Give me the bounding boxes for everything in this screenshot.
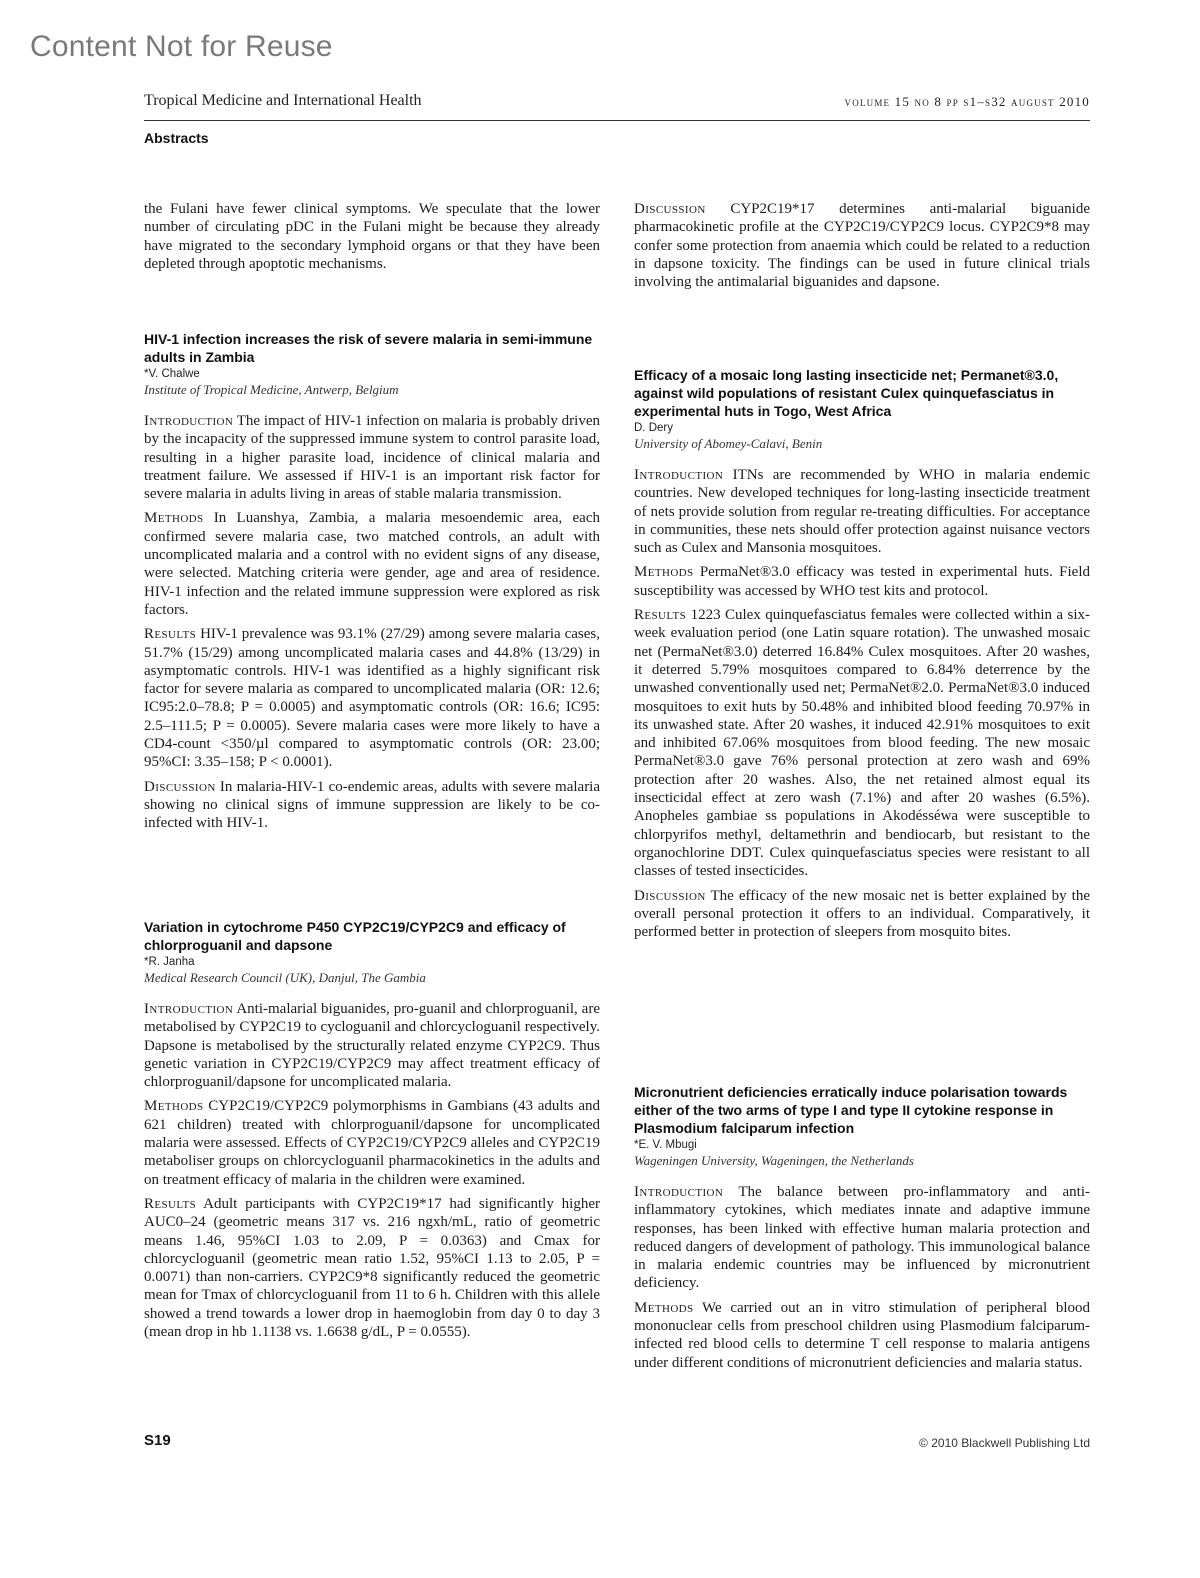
section-methods (634, 1299, 1090, 1372)
section-methods (144, 509, 600, 619)
section-text: ITNs are recommended by WHO in malaria endemic countries. New developed techniques for long-lasting insecticide treatment of nets provide solution from regular re-treating difficulties. For acceptance in communities, these nets should offer protection against nuisance vectors such as Culex and Mansonia mosquitoes. (634, 467, 1090, 557)
section-discussion (634, 887, 1090, 942)
section-results (144, 1195, 600, 1341)
page-number: S19 (144, 1432, 171, 1449)
section-heading: Discussion (634, 887, 706, 904)
section-text: CYP2C19*17 determines anti-malarial biguanide pharmacokinetic profile at the CYP2C19/CYP2C9 locus. CYP2C9*8 may confer some protection from anaemia which could be related to a reduction in dapsone toxicity. The findings can be used in future clinical trials involving the antimalarial biguanides and dapsone. (634, 201, 1090, 291)
section-text: The impact of HIV-1 infection on malaria is probably driven by the incapacity of the suppressed immune system to control parasite load, resulting in a higher parasite load, incidence of clinical malaria and treatment failure. We assessed if HIV-1 is an important risk factor for severe malaria in adults living in areas of stable malaria transmission. (144, 413, 600, 503)
copyright-notice: © 2010 Blackwell Publishing Ltd (919, 1436, 1090, 1450)
abstract-affiliation: Medical Research Council (UK), Danjul, The Gambia (144, 970, 426, 985)
section-heading: Methods (634, 564, 694, 581)
section-heading: Methods (634, 1299, 694, 1316)
section-introduction (144, 412, 600, 503)
abstract-author: *V. Chalwe (144, 368, 200, 380)
page-header (144, 90, 1090, 121)
right-continuation (634, 200, 1090, 291)
abstract-micronutrient (634, 1083, 1090, 1372)
section-text: We carried out an in vitro stimulation of peripheral blood mononuclear cells from preschool children using Plasmodium falciparum-infected red blood cells to determine T cell response to malaria antigens under different conditions of micronutrient deficiencies and malaria status. (634, 1299, 1090, 1371)
abstract-affiliation: Wageningen University, Wageningen, the Netherlands (634, 1153, 914, 1168)
abstract-net (634, 366, 1090, 941)
section-text: HIV-1 prevalence was 93.1% (27/29) among severe malaria cases, 51.7% (15/29) among uncomplicated malaria cases and 44.8% (13/29) in asymptomatic controls. HIV-1 was identified as a highly significant risk factor for severe malaria as compared to uncomplicated malaria (OR: 12.6; IC95:2.0–78.8; P = 0.0005) and asymptomatic controls (OR: 16.6; IC95: 2.5–111.5; P = 0.0005). Severe malaria cases were more likely to have a CD4-count <350/µl compared to asymptomatic controls (OR: 23.00; 95%CI: 3.35–158; P < 0.0001). (144, 626, 600, 771)
section-results (634, 606, 1090, 880)
abstract-title: HIV-1 infection increases the risk of severe malaria in semi-immune adults in Zambia (144, 331, 593, 365)
section-introduction (634, 1183, 1090, 1293)
abstract-title: Efficacy of a mosaic long lasting insecticide net; Permanet®3.0, against wild populations of resistant Culex quinquefasciatus in experimental huts in Togo, West Africa (634, 367, 1059, 419)
section-text: 1223 Culex quinquefasciatus females were collected within a six-week evaluation period (one Latin square rotation). The unwashed mosaic net (PermaNet®3.0) deterred 16.84% Culex mosquitoes. After 20 washes, it deterred 5.79% mosquitoes compared to 6.84% deterrence by the unwashed conventionally used net; PermaNet®2.0. PermaNet®3.0 induced mosquitoes to exit huts by 50.48% and inhibited blood feeding 70.97% in its unwashed state. After 20 washes, it induced 42.91% mosquitoes to exit and inhibited 67.06% mosquitoes from blood feeding. The new mosaic PermaNet®3.0 gave 76% personal protection at zero wash and 69% protection after 20 washes. Also, the net retained almost equal its insecticidal effect at zero wash (7.1%) and after 20 washes (6.5%). Anopheles gambiae ss populations in Akodésséwa were susceptible to chlorpyrifos methyl, deltamethrin and bendiocarb, but resistant to the organochlorine DDT. Culex quinquefasciatus species were resistant to all classes of tested insecticides. (634, 607, 1091, 880)
section-introduction (144, 1000, 600, 1091)
section-heading: Discussion (634, 201, 706, 217)
volume-info: volume 15 no 8 pp s1–s32 august 2010 (844, 94, 1090, 109)
section-text: The efficacy of the new mosaic net is better explained by the overall personal protection it offers to an individual. Comparatively, it performed better in protection of sleepers from mosquito bites. (634, 887, 1091, 941)
section-text: The balance between pro-inflammatory and anti-inflammatory cytokines, which mediates innate and adaptive immune responses, has been linked with effective human malaria protection and reduced dangers of development of pathology. This immunological balance in malaria endemic countries may be influenced by micronutrient deficiency. (634, 1184, 1090, 1292)
section-heading: Introduction (144, 413, 234, 429)
section-heading: Discussion (144, 778, 216, 795)
section-text: CYP2C19/CYP2C9 polymorphisms in Gambians (43 adults and 621 children) treated with chlorproguanil/dapsone for uncomplicated malaria were assessed. Effects of CYP2C19/CYP2C9 alleles and CYP2C19 metaboliser groups on chlorcycloguanil pharmacokinetics in the adults and on treatment efficacy of malaria in the children were examined. (144, 1098, 600, 1188)
section-methods (144, 1097, 600, 1188)
abstract-cyp (144, 918, 600, 1341)
section-heading: Introduction (634, 467, 724, 483)
section-text: In malaria-HIV-1 co-endemic areas, adults with severe malaria showing no clinical signs of immune suppression are likely to be co-infected with HIV-1. (144, 778, 601, 832)
section-label: Abstracts (144, 130, 209, 146)
watermark: Content Not for Reuse (30, 30, 333, 63)
abstract-author: *R. Janha (144, 956, 195, 968)
section-heading: Results (144, 1195, 197, 1212)
section-heading: Methods (144, 1098, 204, 1115)
section-heading: Results (144, 626, 197, 643)
abstract-author: *E. V. Mbugi (634, 1139, 697, 1151)
section-text: Anti-malarial biguanides, pro-guanil and chlorproguanil, are metabolised by CYP2C19 to cycloguanil and chlorcycloguanil respectively. Dapsone is metabolised by the structurally related enzyme CYP2C9. Thus genetic variation in CYP2C19/CYP2C9 may affect treatment efficacy of chlorproguanil/dapsone for uncomplicated malaria. (144, 1001, 600, 1091)
journal-title: Tropical Medicine and International Health (144, 92, 422, 109)
section-heading: Introduction (144, 1001, 234, 1017)
abstract-affiliation: Institute of Tropical Medicine, Antwerp, Belgium (144, 382, 399, 397)
section-heading: Results (634, 607, 687, 624)
section-heading: Introduction (634, 1184, 724, 1200)
continuation-text: the Fulani have fewer clinical symptoms. We speculate that the lower number of circulating pDC in the Fulani might be because they already have migrated to the secondary lymphoid organs or that they have been depleted through apoptotic mechanisms. (144, 201, 600, 272)
section-heading: Methods (144, 510, 204, 527)
left-continuation (144, 200, 600, 273)
section-discussion (634, 200, 1090, 291)
abstract-title: Variation in cytochrome P450 CYP2C19/CYP2C9 and efficacy of chlorproguanil and dapsone (144, 919, 566, 953)
section-text: PermaNet®3.0 efficacy was tested in experimental huts. Field susceptibility was accessed by WHO test kits and protocol. (634, 564, 1091, 599)
section-methods (634, 563, 1090, 600)
abstract-author: D. Dery (634, 422, 673, 434)
section-discussion (144, 778, 600, 833)
section-introduction (634, 466, 1090, 557)
abstract-affiliation: University of Abomey-Calavi, Benin (634, 436, 823, 451)
section-text: Adult participants with CYP2C19*17 had significantly higher AUC0–24 (geometric means 317 vs. 216 ngxh/mL, ratio of geometric means 1.46, 95%CI 1.03 to 2.09, P = 0.0363) and Cmax for chlorcycloguanil (geometric mean ratio 1.52, 95%CI 1.13 to 2.05, P = 0.0071) than non-carriers. CYP2C9*8 significantly reduced the geometric mean for Tmax of chlorcycloguanil from 11 to 6 h. Children with this allele showed a trend towards a lower drop in haemoglobin from day 0 to day 3 (mean drop in hb 1.1138 vs. 1.6638 g/dL, P = 0.0555). (144, 1195, 600, 1341)
section-results (144, 625, 600, 771)
abstract-hiv (144, 330, 600, 833)
abstract-title: Micronutrient deficiencies erratically induce polarisation towards either of the two arms of type I and type II cytokine response in Plasmodium falciparum infection (634, 1084, 1068, 1136)
section-text: In Luanshya, Zambia, a malaria mesoendemic area, each confirmed severe malaria case, two matched controls, an adult with uncomplicated malaria and a control with no evident signs of any disease, were selected. Matching criteria were gender, age and area of residence. HIV-1 infection and the related immune suppression were explored as risk factors. (144, 510, 601, 618)
